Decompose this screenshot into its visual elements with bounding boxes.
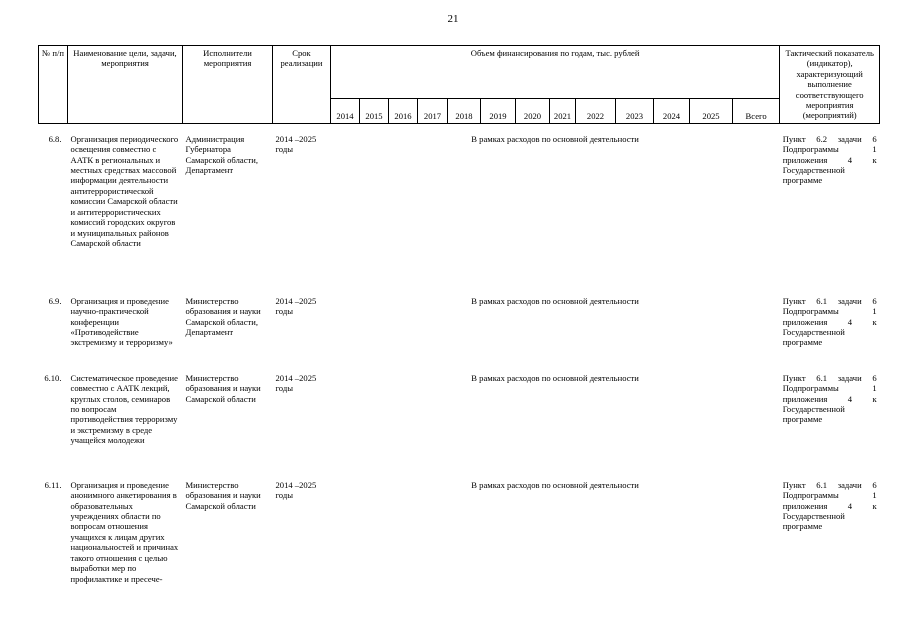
col-finance-header: Объем финансирования по годам, тыс. рублей	[331, 46, 780, 99]
row-finance: В рамках расходов по основной деятельности	[471, 372, 639, 383]
row-term: 2014 –2025 годы	[275, 295, 317, 317]
year-total-header: Всего	[733, 98, 780, 123]
year-header: 2015	[360, 98, 389, 123]
row-term: 2014 –2025 годы	[275, 133, 317, 155]
page-number: 21	[447, 13, 459, 25]
col-executors-header: Исполнители мероприятия	[183, 46, 273, 124]
year-header: 2020	[516, 98, 550, 123]
year-header: 2025	[690, 98, 733, 123]
table-header	[39, 46, 880, 124]
row-executors: Министерство образования и науки Самарской области, Департамент	[185, 295, 261, 338]
table-row	[39, 134, 880, 296]
row-number: 6.11.	[44, 479, 62, 490]
row-indicator: Пункт 6.1 задачи 6 Подпрограммы 1 приложения 4 к Государственной программе	[782, 479, 877, 532]
row-indicator: Пункт 6.1 задачи 6 Подпрограммы 1 приложения 4 к Государственной программе	[782, 372, 877, 425]
year-header: 2023	[616, 98, 654, 123]
row-name: Организация и проведение анонимного анкетирования в образовательных учреждениях области по вопросам отношения учащихся к лицам других национальностей и причинах такого отношения с целью выработки мер по профилактике и пресече-	[70, 479, 179, 584]
row-executors: Администрация Губернатора Самарской области, Департамент	[185, 133, 259, 176]
year-header: 2019	[481, 98, 516, 123]
year-header: 2016	[389, 98, 418, 123]
row-finance: В рамках расходов по основной деятельности	[471, 133, 639, 144]
year-header: 2017	[418, 98, 448, 123]
row-finance: В рамках расходов по основной деятельности	[471, 295, 639, 306]
program-table	[38, 45, 880, 600]
row-term: 2014 –2025 годы	[275, 479, 317, 501]
table-row	[39, 373, 880, 480]
col-indicator-header: Тактический показатель (индикатор), характеризующий выполнение соответствующего мероприятия (мероприятий)	[780, 46, 880, 124]
row-finance: В рамках расходов по основной деятельности	[471, 479, 639, 490]
row-name: Систематическое проведение совместно с ААТК лекций, круглых столов, семинаров по вопросам противодействия терроризму и экстремизму в среде учащейся молодежи	[70, 372, 178, 446]
table-row	[39, 480, 880, 600]
row-number: 6.9.	[48, 295, 62, 306]
year-header: 2024	[654, 98, 690, 123]
row-executors: Министерство образования и науки Самарской области	[185, 372, 261, 404]
row-name: Организация периодического освещения совместно с ААТК в региональных и местных средствах массовой информации деятельности антитеррористической комиссии Самарской области и антитеррористических комиссий городских округов и муниципальных районов Самарской области	[70, 133, 179, 248]
year-header: 2022	[576, 98, 616, 123]
row-number: 6.10.	[44, 372, 62, 383]
year-header: 2014	[331, 98, 360, 123]
table-row	[39, 296, 880, 373]
col-num-header: № п/п	[39, 46, 68, 124]
col-term-header: Срок реализации	[273, 46, 331, 124]
row-executors: Министерство образования и науки Самарской области	[185, 479, 261, 511]
row-term: 2014 –2025 годы	[275, 372, 317, 394]
col-name-header: Наименование цели, задачи, мероприятия	[68, 46, 183, 124]
row-number: 6.8.	[48, 133, 62, 144]
row-indicator: Пункт 6.1 задачи 6 Подпрограммы 1 приложения 4 к Государственной программе	[782, 295, 877, 348]
year-header: 2021	[550, 98, 576, 123]
row-name: Организация и проведение научно-практической конференции «Противодействие экстремизму и терроризму»	[70, 295, 173, 348]
year-header: 2018	[448, 98, 481, 123]
row-indicator: Пункт 6.2 задачи 6 Подпрограммы 1 приложения 4 к Государственной программе	[782, 133, 877, 186]
